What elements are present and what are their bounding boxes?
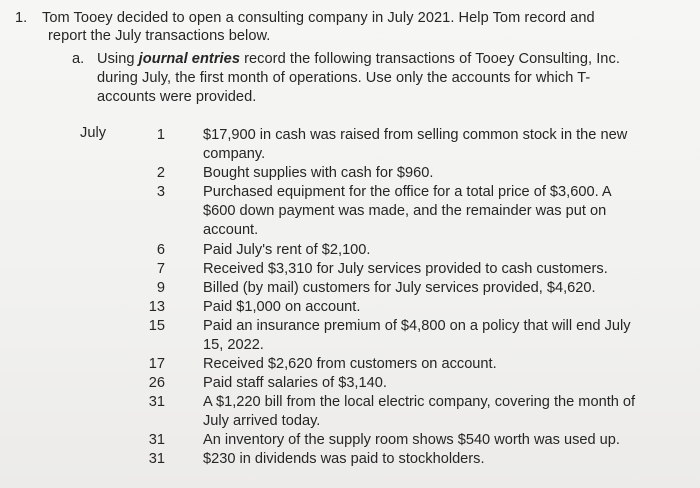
transaction-text: Purchased equipment for the office for a total price of $3,600. A $600 down payment was made, and the remainder was put on account. <box>203 184 611 238</box>
question-text-line-2: report the July transactions below. <box>48 28 271 44</box>
transaction-day: 3 <box>156 184 165 200</box>
journal-entries-emphasis: journal entries <box>138 51 240 67</box>
transaction-day: 2 <box>156 165 165 181</box>
question-number: 1. <box>15 10 28 26</box>
month-label: July <box>80 125 107 141</box>
transaction-text: $17,900 in cash was raised from selling common stock in the new company. <box>203 127 628 162</box>
transaction-text: Bought supplies with cash for $960. <box>203 165 434 181</box>
transaction-text: Paid $1,000 on account. <box>203 299 361 315</box>
transaction-text: Received $2,620 from customers on account. <box>203 356 497 372</box>
question-text-line-1: Tom Tooey decided to open a consulting company in July 2021. Help Tom record and <box>42 10 595 26</box>
transaction-text: Received $3,310 for July services provided to cash customers. <box>203 261 608 277</box>
transaction-day: 7 <box>156 261 165 277</box>
part-a-text-line-3: accounts were provided. <box>97 89 257 105</box>
transaction-day: 31 <box>148 451 165 467</box>
transaction-text: An inventory of the supply room shows $540 worth was used up. <box>203 432 620 448</box>
transaction-day: 1 <box>156 127 165 143</box>
transaction-text: Billed (by mail) customers for July services provided, $4,620. <box>203 280 596 296</box>
transaction-text: Paid July's rent of $2,100. <box>203 242 371 258</box>
transaction-text: A $1,220 bill from the local electric company, covering the month of July arrived today. <box>203 394 636 429</box>
transaction-text: Paid staff salaries of $3,140. <box>203 375 387 391</box>
part-a-text-prefix: Using <box>97 51 139 67</box>
part-a-label: a. <box>72 51 85 67</box>
transaction-text: $230 in dividends was paid to stockholders. <box>203 451 485 467</box>
transaction-day: 26 <box>148 375 165 391</box>
part-a-text-suffix: record the following transactions of Tooey Consulting, Inc. <box>239 51 620 67</box>
part-a-text-line-2: during July, the first month of operations. Use only the accounts for which T- <box>97 70 591 86</box>
transaction-day: 9 <box>156 280 165 296</box>
transaction-day: 15 <box>148 318 165 334</box>
part-a-text-line-1 <box>97 50 620 68</box>
transaction-text: Paid an insurance premium of $4,800 on a policy that will end July 15, 2022. <box>203 318 631 353</box>
transaction-day: 17 <box>148 356 165 372</box>
transaction-day: 6 <box>156 242 165 258</box>
transaction-day: 31 <box>148 432 165 448</box>
transaction-day: 13 <box>148 299 165 315</box>
transaction-day: 31 <box>148 394 165 410</box>
